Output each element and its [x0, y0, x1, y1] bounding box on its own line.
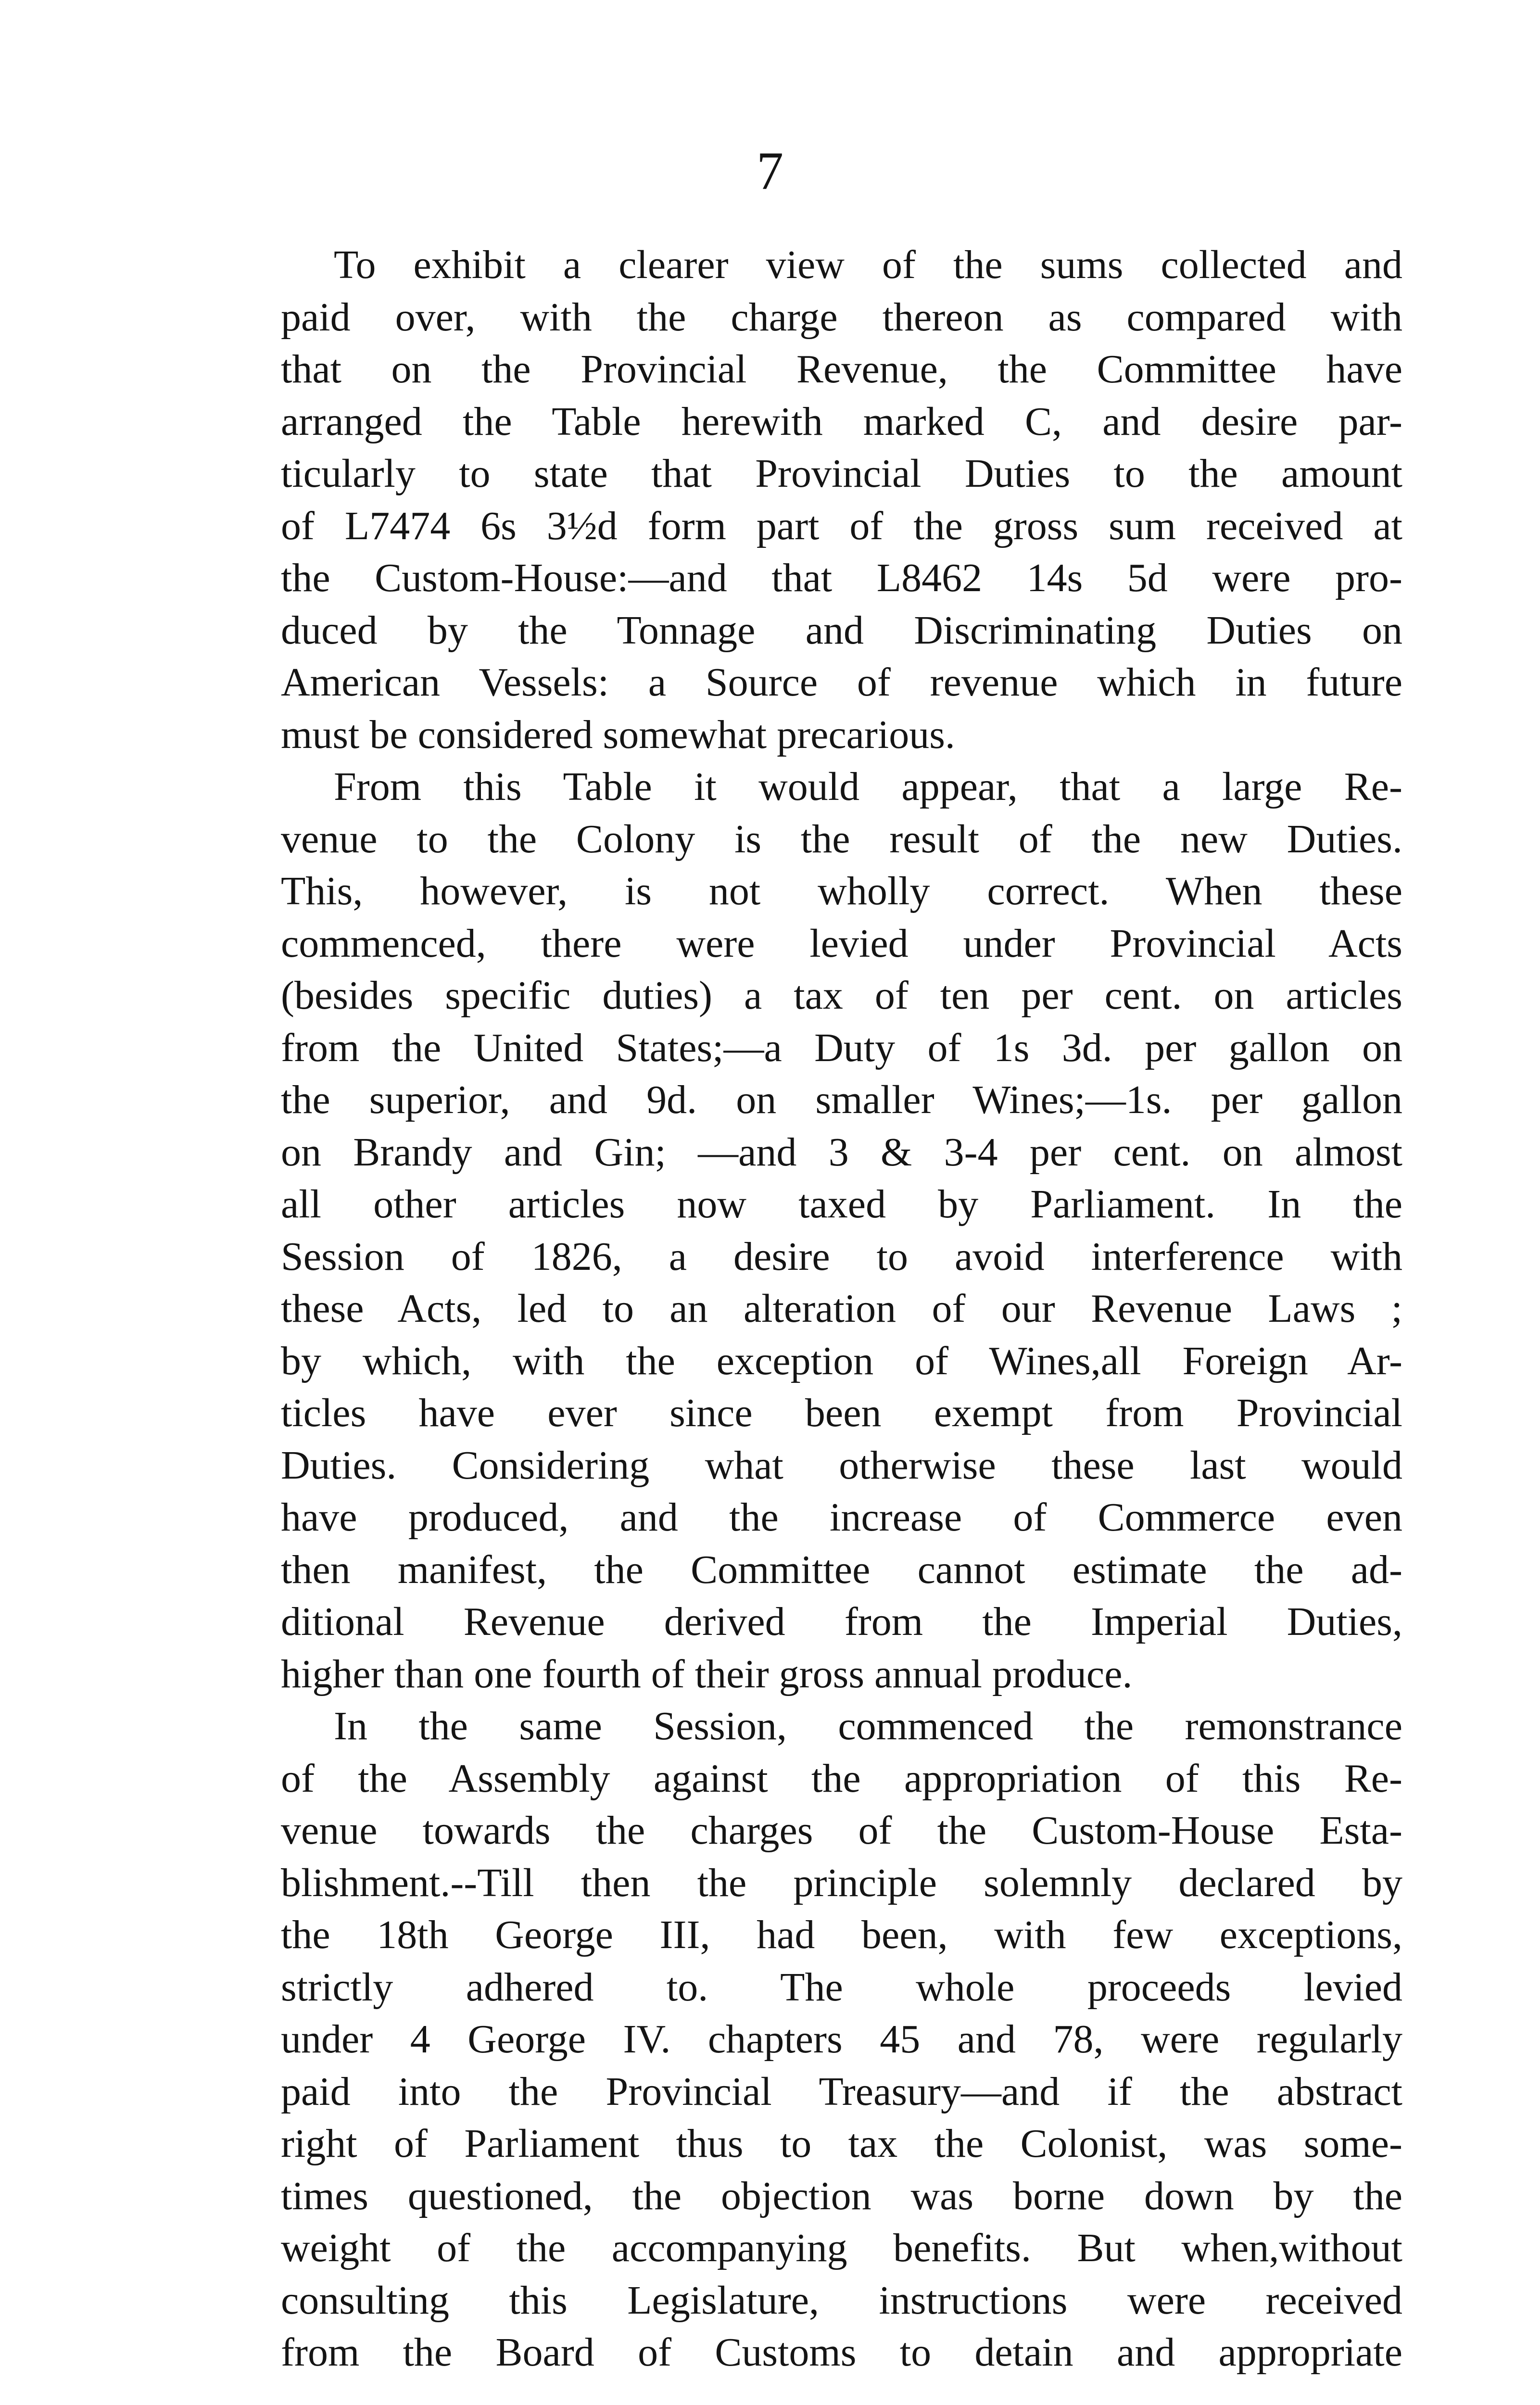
text-line: From this Table it would appear, that a large Re-: [334, 764, 1402, 809]
text-line: times questioned, the objection was borne down by the: [281, 2173, 1402, 2218]
text-line: This, however, is not wholly correct. When these: [281, 869, 1402, 913]
text-line: duced by the Tonnage and Discriminating Duties on: [281, 608, 1402, 653]
text-line: commenced, there were levied under Provincial Acts: [281, 921, 1402, 966]
text-line: from the Board of Customs to detain and appropriate: [281, 2330, 1402, 2375]
text-line: venue towards the charges of the Custom-House Esta-: [281, 1808, 1402, 1853]
text-line: consulting this Legislature, instructions were received: [281, 2278, 1402, 2323]
text-line: Duties. Considering what otherwise these last would: [281, 1443, 1402, 1488]
text-line: ticles have ever since been exempt from Provincial: [281, 1391, 1402, 1435]
text-line: American Vessels: a Source of revenue which in future: [281, 660, 1402, 705]
text-line: under 4 George IV. chapters 45 and 78, were regularly: [281, 2017, 1402, 2062]
text-line: paid into the Provincial Treasury—and if the abstract: [281, 2069, 1402, 2114]
text-line: ticularly to state that Provincial Duties to the amount: [281, 451, 1402, 496]
text-line: must be considered somewhat precarious.: [281, 712, 955, 757]
text-line: these Acts, led to an alteration of our Revenue Laws ;: [281, 1286, 1402, 1331]
paragraph: [281, 761, 1402, 1700]
text-line: all other articles now taxed by Parliament. In the: [281, 1182, 1402, 1227]
text-line: the superior, and 9d. on smaller Wines;—1s. per gallon: [281, 1077, 1402, 1122]
page-number: 7: [757, 141, 783, 201]
text-line: arranged the Table herewith marked C, and desire par-: [281, 399, 1402, 444]
text-line: paid over, with the charge thereon as compared with: [281, 294, 1402, 340]
text-line: weight of the accompanying benefits. But when,without: [281, 2226, 1402, 2270]
text-line: In the same Session, commenced the remonstrance: [334, 1704, 1402, 1748]
text-line: ditional Revenue derived from the Imperial Duties,: [281, 1599, 1402, 1644]
text-line: strictly adhered to. The whole proceeds levied: [281, 1964, 1402, 2010]
body-text: [281, 239, 1402, 2379]
text-line: right of Parliament thus to tax the Colonist, was some-: [281, 2121, 1402, 2166]
paragraph: [281, 1700, 1402, 2379]
text-line: the Custom-House:—and that L8462 14s 5d were pro-: [281, 556, 1402, 600]
text-line: venue to the Colony is the result of the new Duties.: [281, 816, 1402, 861]
text-line: then manifest, the Committee cannot estimate the ad-: [281, 1547, 1402, 1592]
text-line: higher than one fourth of their gross annual produce.: [281, 1651, 1133, 1696]
text-line: the 18th George III, had been, with few exceptions,: [281, 1912, 1402, 1957]
text-line: from the United States;—a Duty of 1s 3d. per gallon on: [281, 1025, 1402, 1070]
text-line: Session of 1826, a desire to avoid interference with: [281, 1234, 1402, 1279]
text-line: on Brandy and Gin; —and 3 & 3-4 per cent. on almost: [281, 1129, 1402, 1175]
text-line: have produced, and the increase of Commerce even: [281, 1495, 1402, 1540]
text-line: of the Assembly against the appropriation of this Re-: [281, 1756, 1402, 1801]
paragraph: [281, 239, 1402, 761]
text-line: by which, with the exception of Wines,all Foreign Ar-: [281, 1338, 1402, 1383]
text-line: To exhibit a clearer view of the sums collected and: [334, 242, 1402, 287]
text-line: of L7474 6s 3½d form part of the gross sum received at: [281, 503, 1402, 548]
text-line: that on the Provincial Revenue, the Committee have: [281, 347, 1402, 392]
text-line: (besides specific duties) a tax of ten per cent. on articles: [281, 973, 1402, 1018]
text-line: blishment.--Till then the principle solemnly declared by: [281, 1860, 1402, 1905]
